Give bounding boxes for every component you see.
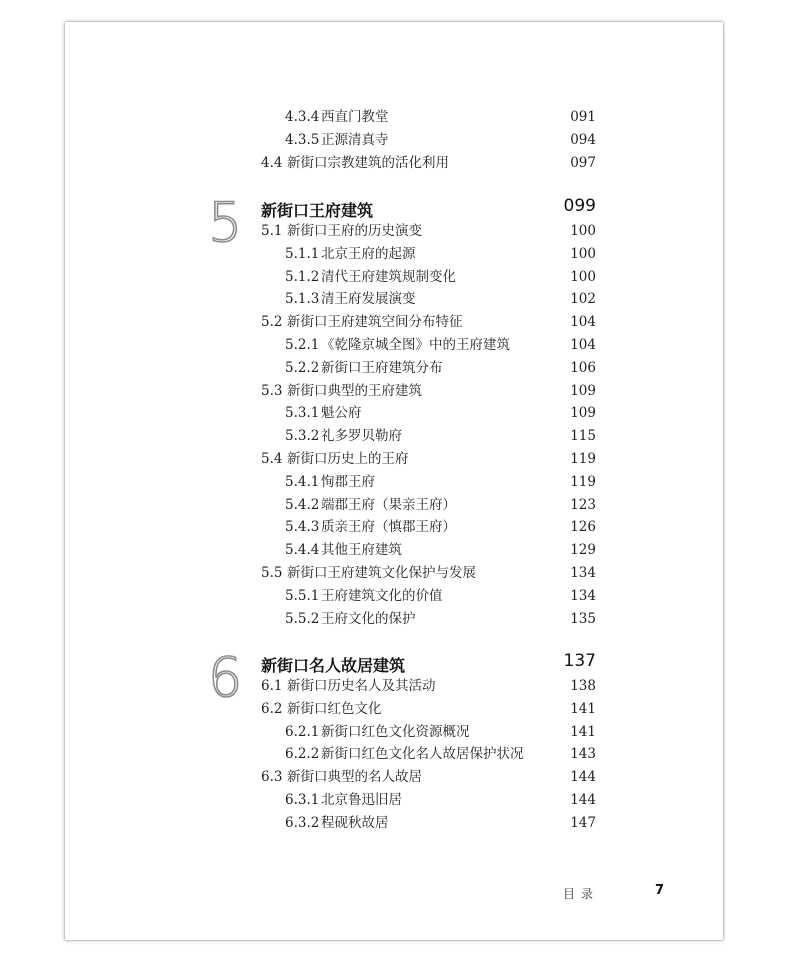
- entry-number: 6.3.2: [285, 814, 320, 831]
- entry-title: 新街口宗教建筑的活化利用: [287, 155, 449, 171]
- toc-entry[interactable]: [285, 494, 596, 516]
- entry-title: 恂郡王府: [321, 473, 375, 490]
- toc-entry[interactable]: [285, 585, 596, 607]
- entry-page-number: 138: [570, 678, 596, 694]
- entry-number: 6.3.1: [285, 792, 320, 808]
- toc-entry[interactable]: [285, 357, 596, 379]
- entry-page-number: 115: [570, 428, 596, 445]
- entry-page-number: 141: [570, 700, 596, 717]
- entry-number: 6.2: [261, 700, 283, 717]
- chapter-number: 5: [208, 191, 243, 254]
- footer-section-label: 目录: [563, 887, 600, 901]
- entry-page-number: 144: [570, 792, 596, 808]
- toc-entry[interactable]: [285, 516, 596, 538]
- entry-number: 5.3.1: [285, 405, 320, 422]
- entry-page-number: 144: [570, 769, 596, 786]
- entry-title: 新街口王府建筑空间分布特征: [287, 314, 463, 331]
- entry-page-number: 141: [570, 723, 596, 740]
- toc-entry[interactable]: [261, 448, 596, 470]
- entry-title: 新街口历史上的王府: [287, 451, 409, 467]
- entry-page-number: 104: [570, 314, 596, 331]
- chapter-title: 新街口王府建筑: [261, 201, 374, 220]
- chapter-title: 新街口名人故居建筑: [261, 656, 406, 675]
- toc-entry[interactable]: [261, 675, 596, 697]
- entry-title: 其他王府建筑: [321, 542, 402, 559]
- entry-title: 北京鲁迅旧居: [321, 792, 402, 808]
- toc-entry[interactable]: [285, 721, 596, 743]
- chapter-page-number: 099: [563, 196, 596, 216]
- entry-number: 5.5.1: [285, 587, 320, 604]
- entry-page-number: 104: [570, 337, 596, 353]
- entry-title: 《乾隆京城全图》中的王府建筑: [321, 337, 510, 353]
- entry-title: 礼多罗贝勒府: [321, 428, 402, 445]
- entry-number: 5.4.4: [285, 542, 320, 559]
- toc-entry[interactable]: [285, 266, 596, 288]
- entry-number: 4.4: [261, 155, 283, 171]
- toc-entry[interactable]: [285, 129, 596, 151]
- toc-entry[interactable]: [285, 743, 596, 765]
- toc-entry[interactable]: [261, 311, 596, 333]
- entry-page-number: 106: [570, 359, 596, 376]
- entry-page-number: 091: [570, 109, 596, 125]
- entry-number: 6.2.1: [285, 723, 320, 740]
- entry-page-number: 100: [570, 245, 596, 262]
- toc-entry[interactable]: [261, 562, 596, 584]
- entry-title: 王府建筑文化的价值: [321, 587, 443, 604]
- entry-title: 王府文化的保护: [321, 610, 416, 627]
- entry-number: 5.5.2: [285, 610, 320, 627]
- toc-entry[interactable]: [261, 152, 596, 174]
- entry-number: 5.4.2: [285, 496, 320, 513]
- entry-title: 新街口典型的名人故居: [287, 769, 422, 786]
- entry-title: 新街口典型的王府建筑: [287, 382, 422, 399]
- footer-page-number: 7: [655, 883, 665, 898]
- entry-number: 4.3.5: [285, 132, 320, 148]
- entry-page-number: 129: [570, 542, 596, 559]
- toc-entry[interactable]: [285, 471, 596, 493]
- entry-number: 5.4.3: [285, 519, 320, 536]
- entry-title: 程砚秋故居: [321, 814, 389, 831]
- entry-page-number: 135: [570, 610, 596, 627]
- entry-title: 新街口红色文化: [287, 700, 382, 717]
- toc-entry[interactable]: [285, 334, 596, 356]
- entry-number: 5.4.1: [285, 473, 320, 490]
- entry-page-number: 134: [570, 587, 596, 604]
- toc-page: [65, 22, 723, 940]
- entry-page-number: 100: [570, 268, 596, 285]
- entry-title: 新街口王府建筑分布: [321, 359, 443, 376]
- toc-entry[interactable]: [285, 789, 596, 811]
- toc-entry[interactable]: [285, 425, 596, 447]
- entry-page-number: 147: [570, 814, 596, 831]
- entry-number: 5.1.2: [285, 268, 320, 285]
- entry-title: 清王府发展演变: [321, 291, 416, 308]
- toc-entry[interactable]: [285, 539, 596, 561]
- entry-title: 新街口红色文化资源概况: [321, 723, 470, 740]
- entry-number: 6.1: [261, 678, 283, 694]
- entry-title: 北京王府的起源: [321, 245, 416, 262]
- entry-page-number: 143: [570, 746, 596, 763]
- entry-title: 新街口历史名人及其活动: [287, 678, 436, 694]
- entry-title: 端郡王府（果亲王府）: [321, 496, 456, 513]
- toc-entry[interactable]: [261, 220, 596, 242]
- entry-title: 正源清真寺: [321, 132, 389, 148]
- entry-number: 6.3: [261, 769, 283, 786]
- toc-entry[interactable]: [285, 402, 596, 424]
- entry-page-number: 109: [570, 382, 596, 399]
- entry-page-number: 119: [570, 451, 596, 467]
- entry-number: 4.3.4: [285, 109, 320, 125]
- toc-entry[interactable]: [285, 812, 596, 834]
- entry-number: 6.2.2: [285, 746, 320, 763]
- entry-page-number: 134: [570, 565, 596, 581]
- entry-number: 5.5: [261, 565, 283, 581]
- entry-page-number: 123: [570, 496, 596, 513]
- entry-page-number: 100: [570, 223, 596, 239]
- entry-number: 5.2.2: [285, 359, 320, 376]
- toc-entry[interactable]: [261, 380, 596, 402]
- entry-page-number: 119: [570, 473, 596, 490]
- entry-page-number: 109: [570, 405, 596, 422]
- entry-page-number: 094: [570, 132, 596, 148]
- entry-title: 西直门教堂: [321, 109, 389, 125]
- toc-entry[interactable]: [285, 608, 596, 630]
- entry-title: 清代王府建筑规制变化: [321, 268, 456, 285]
- entry-number: 5.2.1: [285, 337, 320, 353]
- entry-page-number: 102: [570, 291, 596, 308]
- chapter-page-number: 137: [563, 651, 596, 671]
- entry-title: 质亲王府（慎郡王府）: [321, 519, 456, 536]
- entry-title: 新街口红色文化名人故居保护状况: [321, 746, 524, 763]
- entry-number: 5.1: [261, 223, 283, 239]
- entry-number: 5.3: [261, 382, 283, 399]
- toc-entry[interactable]: [261, 766, 596, 788]
- entry-title: 魁公府: [321, 405, 362, 422]
- entry-title: 新街口王府建筑文化保护与发展: [287, 565, 476, 581]
- toc-entry[interactable]: [261, 698, 596, 720]
- entry-number: 5.4: [261, 451, 283, 467]
- entry-page-number: 126: [570, 519, 596, 536]
- toc-entry[interactable]: [285, 243, 596, 265]
- entry-number: 5.1.3: [285, 291, 320, 308]
- toc-entry[interactable]: [285, 288, 596, 310]
- entry-number: 5.2: [261, 314, 283, 331]
- toc-entry[interactable]: [285, 106, 596, 128]
- entry-number: 5.3.2: [285, 428, 320, 445]
- entry-page-number: 097: [570, 155, 596, 171]
- entry-title: 新街口王府的历史演变: [287, 223, 422, 239]
- entry-number: 5.1.1: [285, 245, 320, 262]
- chapter-number: 6: [208, 646, 243, 709]
